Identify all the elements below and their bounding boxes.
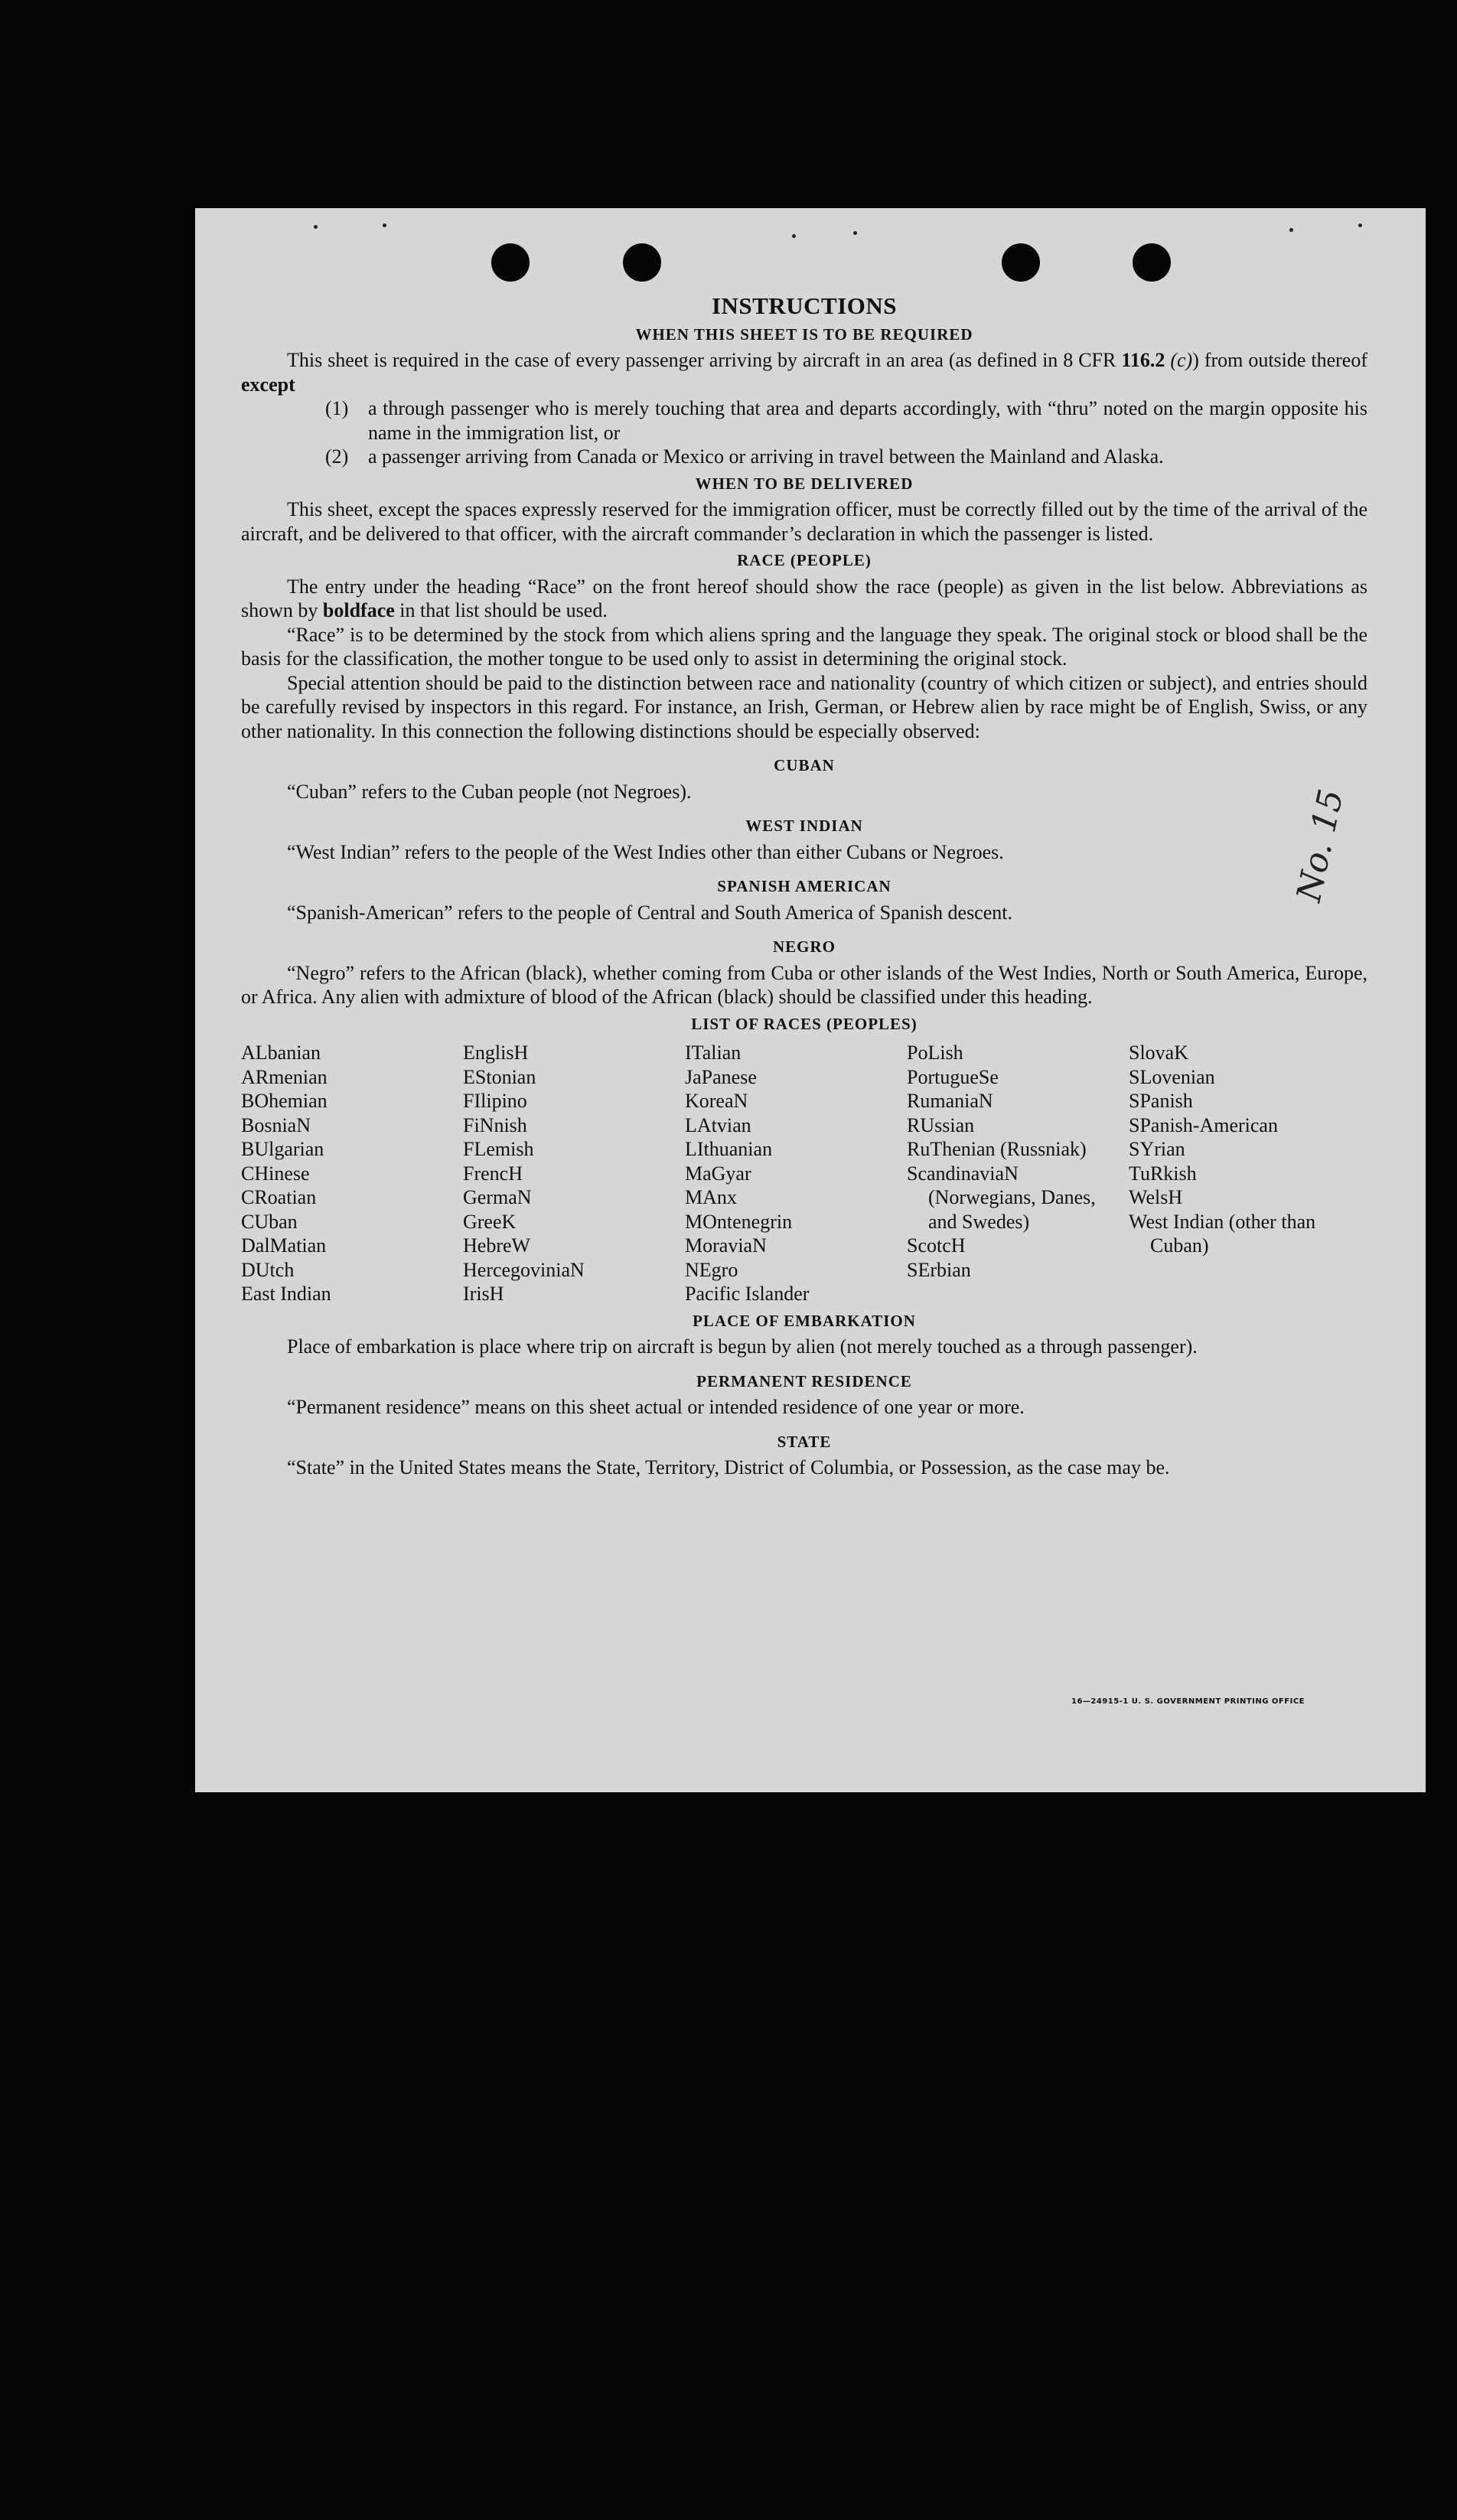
race-entry: ALbanian (241, 1042, 321, 1064)
race-entry: FiNnish (463, 1113, 527, 1136)
race-column (907, 1041, 1129, 1306)
punch-hole (1133, 243, 1171, 282)
race-entry: PoLish (907, 1042, 963, 1064)
race-entry: HercegoviniaN (463, 1258, 585, 1281)
section-heading-negro: NEGRO (772, 937, 836, 956)
race-entry: LAtvian (685, 1113, 751, 1136)
race-entry: TuRkish (1129, 1162, 1197, 1185)
race-entry: FIlipino (463, 1090, 527, 1112)
race-entry: BosniaN (241, 1113, 311, 1136)
punch-hole (491, 243, 530, 282)
punch-hole (623, 243, 661, 282)
printing-office-code: 16—24915-1 U. S. GOVERNMENT PRINTING OFFICE (1071, 1697, 1305, 1706)
residence-text: “Permanent residence” means on this sheet actual or intended residence of one year or more. (287, 1396, 1025, 1418)
negro-text: “Negro” refers to the African (black), whether coming from Cuba or other islands of the West Indies, North or South America, Europe, or Africa. Any alien with admixture of blood of the African (black) should be classified under this heading. (241, 961, 1367, 1008)
punch-hole (1002, 243, 1040, 282)
race-entry: IrisH (463, 1283, 504, 1305)
instructions-body (241, 294, 1367, 1480)
state-text: “State” in the United States means the State, Territory, District of Columbia, or Possession, as the case may be. (287, 1456, 1170, 1478)
race-column (241, 1041, 463, 1306)
race-entry: ITalian (685, 1042, 742, 1064)
speck (792, 234, 796, 238)
section-heading-delivered: WHEN TO BE DELIVERED (695, 474, 914, 493)
section-heading-residence: PERMANENT RESIDENCE (696, 1371, 912, 1390)
race-entry: East Indian (241, 1283, 331, 1305)
race-entry: SLovenian (1129, 1065, 1215, 1088)
race-entry: DUtch (241, 1258, 295, 1281)
race-entry: RUssian (907, 1113, 975, 1136)
race-entry: GermaN (463, 1186, 532, 1208)
race-entry: ScandinaviaN (Norwegians, Danes, and Swedes) (907, 1162, 1096, 1233)
race-entry: MaGyar (685, 1162, 751, 1185)
race-column (463, 1041, 685, 1306)
speck (1358, 223, 1362, 227)
race-entry: KoreaN (685, 1090, 748, 1112)
document-sheet (195, 208, 1426, 1792)
race-entry: MAnx (685, 1186, 737, 1208)
race-entry: West Indian (other than Cuban) (1129, 1210, 1316, 1257)
cuban-text: “Cuban” refers to the Cuban people (not Negroes). (287, 780, 692, 803)
race-column (1129, 1041, 1328, 1306)
spanish-american-text: “Spanish-American” refers to the people of Central and South America of Spanish descent. (287, 901, 1012, 924)
race-entry: MOntenegrin (685, 1210, 793, 1233)
race-entry: NEgro (685, 1258, 738, 1281)
section-heading-embarkation: PLACE OF EMBARKATION (693, 1311, 916, 1330)
embarkation-text: Place of embarkation is place where trip on aircraft is begun by alien (not merely touched as a through passenger). (287, 1335, 1198, 1358)
race-entry: SlovaK (1129, 1042, 1188, 1064)
race-entry: HebreW (463, 1234, 531, 1257)
race-entry: PortugueSe (907, 1065, 999, 1088)
page-title: INSTRUCTIONS (711, 292, 897, 319)
required-intro: This sheet is required in the case of every passenger arriving by aircraft in an area (as defined in 8 CFR 116.2 (c)) from outside thereof except (241, 349, 1368, 396)
race-entry: ARmenian (241, 1065, 328, 1088)
speck (853, 231, 857, 235)
section-heading-west-indian: WEST INDIAN (745, 817, 863, 835)
race-entry: SPanish (1129, 1090, 1193, 1112)
race-entry: DalMatian (241, 1234, 327, 1257)
west-indian-text: “West Indian” refers to the people of the West Indies other than either Cubans or Negroes. (287, 840, 1004, 863)
race-entry: SErbian (907, 1258, 971, 1281)
race-list (241, 1041, 1367, 1306)
race-entry: EnglisH (463, 1042, 529, 1064)
section-heading-cuban: CUBAN (774, 756, 835, 774)
speck (383, 223, 386, 227)
race-entry: SPanish-American (1129, 1113, 1278, 1136)
race-entry: FLemish (463, 1138, 534, 1160)
race-entry: LIthuanian (685, 1138, 773, 1160)
race-entry: ScotcH (907, 1234, 966, 1257)
race-entry: MoraviaN (685, 1234, 767, 1257)
race-paragraph-3: Special attention should be paid to the distinction between race and nationality (country of which citizen or subject), and entries should be carefully revised by inspectors in this regard. For instance, an Irish, German, or Hebrew alien by race might be of English, Swiss, or any other nationality. In this connection the following distinctions should be especially observed: (241, 671, 1367, 742)
race-entry: RumaniaN (907, 1090, 993, 1112)
handwritten-note: No. 15 (1289, 786, 1351, 905)
race-entry: CUban (241, 1210, 298, 1233)
speck (314, 225, 318, 229)
race-entry: CHinese (241, 1162, 310, 1185)
race-column (685, 1041, 907, 1306)
race-entry: Pacific Islander (685, 1283, 810, 1305)
race-entry: EStonian (463, 1065, 536, 1088)
section-heading-spanish-american: SPANISH AMERICAN (717, 877, 891, 895)
race-entry: FrencH (463, 1162, 523, 1185)
list-item: (1) a through passenger who is merely touching that area and departs accordingly, with “thru” noted on the margin opposite his name in the immigration list, or (325, 397, 1367, 444)
section-heading-race: RACE (PEOPLE) (737, 551, 872, 569)
race-entry: JaPanese (685, 1065, 757, 1088)
race-entry: GreeK (463, 1210, 517, 1233)
race-entry: SYrian (1129, 1138, 1185, 1160)
race-entry: CRoatian (241, 1186, 317, 1208)
delivered-text: This sheet, except the spaces expressly reserved for the immigration officer, must be correctly filled out by the time of the arrival of the aircraft, and be delivered to that officer, with the aircraft commander’s declaration in which the passenger is listed. (241, 498, 1367, 545)
race-paragraph-1: The entry under the heading “Race” on the front hereof should show the race (people) as given in the list below. Abbreviations as shown by boldface in that list should be used. (241, 575, 1367, 621)
race-entry: RuThenian (Russniak) (907, 1138, 1087, 1160)
race-paragraph-2: “Race” is to be determined by the stock from which aliens spring and the language they speak. The original stock or blood shall be the basis for the classification, the mother tongue to be used only to assist in determining the original stock. (241, 623, 1367, 670)
section-heading-state: STATE (777, 1432, 832, 1451)
race-entry: WelsH (1129, 1186, 1183, 1208)
list-item: (2) a passenger arriving from Canada or Mexico or arriving in travel between the Mainland and Alaska. (325, 445, 1164, 468)
race-entry: BOhemian (241, 1090, 328, 1112)
section-heading-required: WHEN THIS SHEET IS TO BE REQUIRED (635, 324, 973, 344)
section-heading-list-of-races: LIST OF RACES (PEOPLES) (691, 1014, 918, 1033)
exception-list (325, 396, 1367, 469)
speck (1289, 228, 1293, 232)
race-entry: BUlgarian (241, 1138, 324, 1160)
